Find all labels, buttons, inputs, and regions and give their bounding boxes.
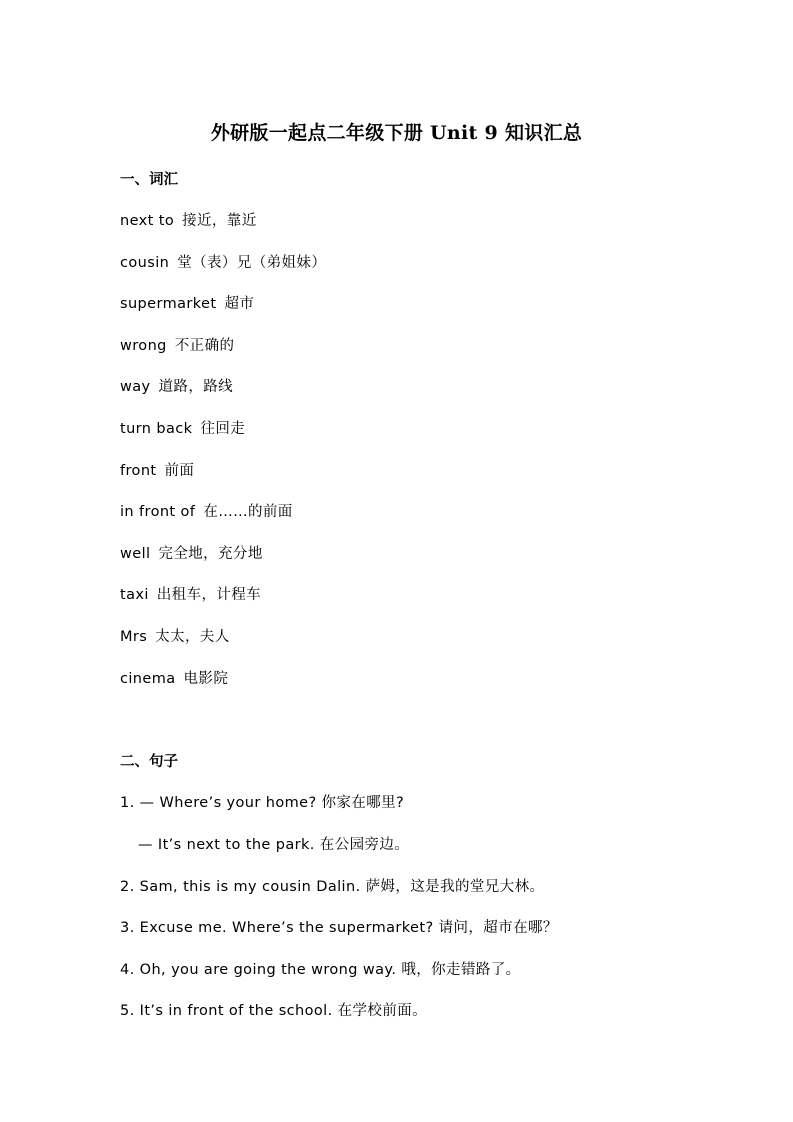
vocab-item [120,336,234,356]
vocab-item [120,253,326,273]
vocab-english: front [120,463,157,479]
vocab-english: in front of [120,504,196,520]
vocab-item [120,585,261,605]
vocab-chinese: 道路，路线 [158,379,234,395]
section-heading-vocabulary: 一、词汇 [120,172,178,188]
vocab-item [120,211,257,231]
vocab-english: turn back [120,421,193,437]
sentence-line: 5. It’s in front of the school. 在学校前面。 [120,1003,428,1019]
vocab-english: taxi [120,587,149,603]
vocab-english: Mrs [120,629,148,645]
document-title: 外研版一起点二年级下册 Unit 9 知识汇总 [210,122,583,144]
vocab-item [120,461,194,481]
vocab-english: next to [120,213,175,229]
vocab-english: cousin [120,255,170,271]
vocab-english: cinema [120,671,176,687]
vocab-chinese: 电影院 [183,671,229,687]
vocab-chinese: 超市 [224,296,255,312]
vocab-item [120,627,230,647]
vocab-item [120,377,233,397]
vocab-chinese: 往回走 [200,421,246,437]
sentence-line: 4. Oh, you are going the wrong way. 哦，你走错路了。 [120,962,521,978]
sentence-line: 2. Sam, this is my cousin Dalin. 萨姆，这是我的堂兄大林。 [120,879,545,895]
vocab-item [120,544,263,564]
vocab-english: well [120,546,151,562]
vocab-item [120,669,228,689]
vocab-chinese: 在……的前面 [203,504,293,520]
vocab-chinese: 不正确的 [174,338,235,354]
vocab-item [120,294,254,314]
vocab-item [120,419,245,439]
vocab-chinese: 太太，夫人 [155,629,230,645]
vocab-chinese: 堂（表）兄（弟姐妹） [177,255,327,271]
vocab-chinese: 前面 [164,463,195,479]
sentence-line: 3. Excuse me. Where’s the supermarket? 请问，超市在哪？ [120,920,558,936]
vocab-english: supermarket [120,296,217,312]
vocab-item [120,502,293,522]
vocab-chinese: 出租车，计程车 [156,587,262,603]
vocab-english: way [120,379,151,395]
sentence-line: 1. — Where’s your home? 你家在哪里? [120,795,405,811]
vocab-chinese: 接近，靠近 [182,213,257,229]
section-heading-sentences: 二、句子 [120,754,178,770]
vocab-english: wrong [120,338,167,354]
vocab-chinese: 完全地，充分地 [158,546,263,562]
sentence-line: — It’s next to the park. 在公园旁边。 [138,837,410,853]
